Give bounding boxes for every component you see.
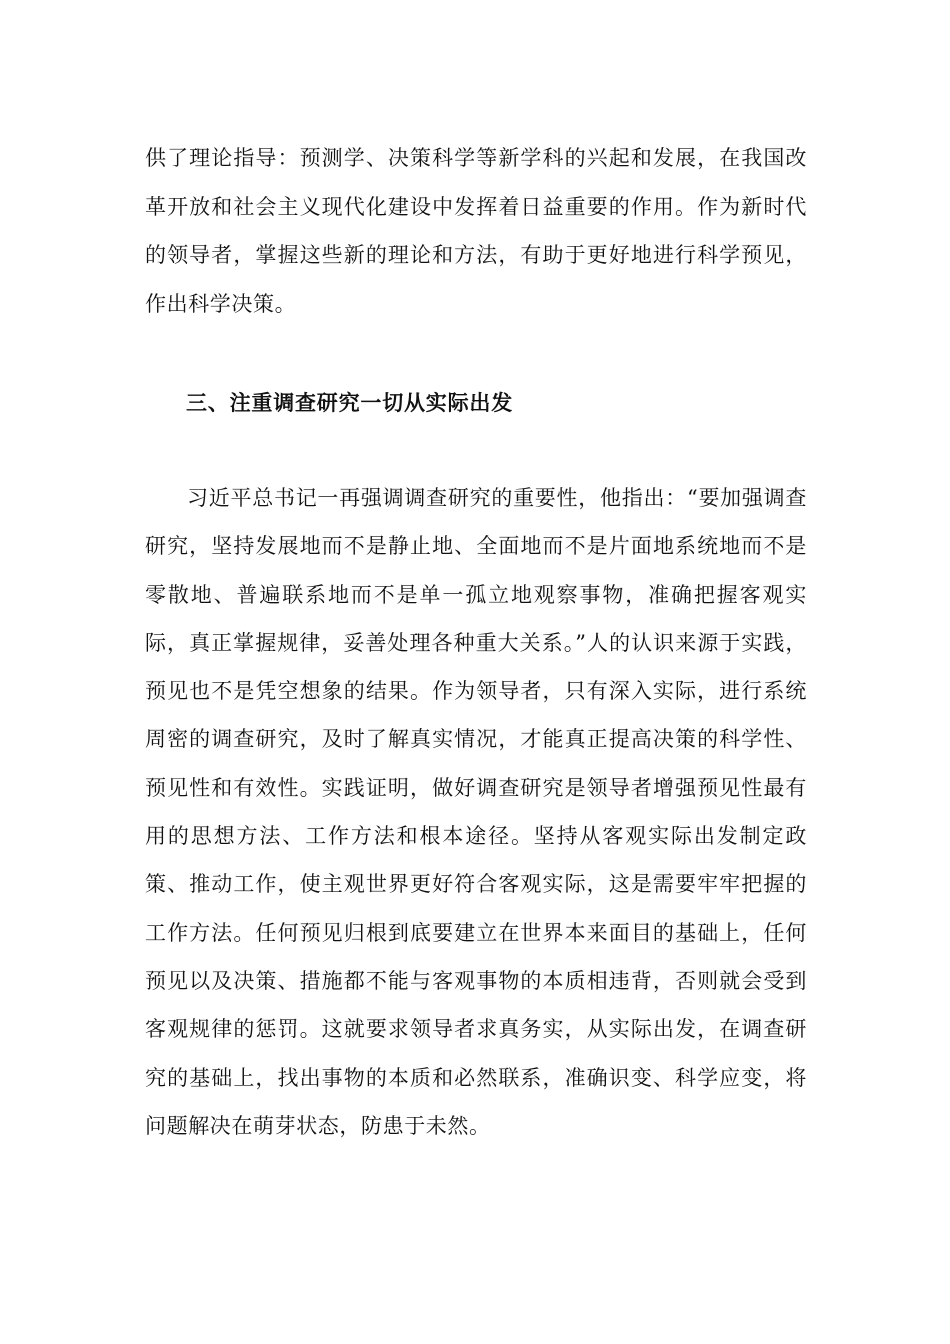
paragraph-main: 习近平总书记一再强调调查研究的重要性，他指出：“要加强调查研究，坚持发展地而不是静止地、全面地而不是片面地系统地而不是零散地、普遍联系地而不是单一孤立地观察事物，准确把握客观实际，真正掌握规律，妥善处理各种重大关系。”人的认识来源于实践，预见也不是凭空想象的结果。作为领导者，只有深入实际，进行系统周密的调查研究，及时了解真实情况，才能真正提高决策的科学性、预见性和有效性。实践证明，做好调查研究是领导者增强预见性最有用的思想方法、工作方法和根本途径。坚持从客观实际出发制定政策、推动工作，使主观世界更好符合客观实际，这是需要牢牢把握的工作方法。任何预见归根到底要建立在世界本来面目的基础上，任何预见以及决策、措施都不能与客观事物的本质相违背，否则就会受到客观规律的惩罚。这就要求领导者求真务实，从实际出发，在调查研究的基础上，找出事物的本质和必然联系，准确识变、科学应变，将问题解决在萌芽状态，防患于未然。 (145, 486, 807, 1138)
paragraph-continued: 供了理论指导：预测学、决策科学等新学科的兴起和发展，在我国改革开放和社会主义现代化建设中发挥着日益重要的作用。作为新时代的领导者，掌握这些新的理论和方法，有助于更好地进行科学预见，作出科学决策。 (145, 146, 807, 316)
section-heading: 三、注重调查研究一切从实际出发 (186, 391, 513, 415)
